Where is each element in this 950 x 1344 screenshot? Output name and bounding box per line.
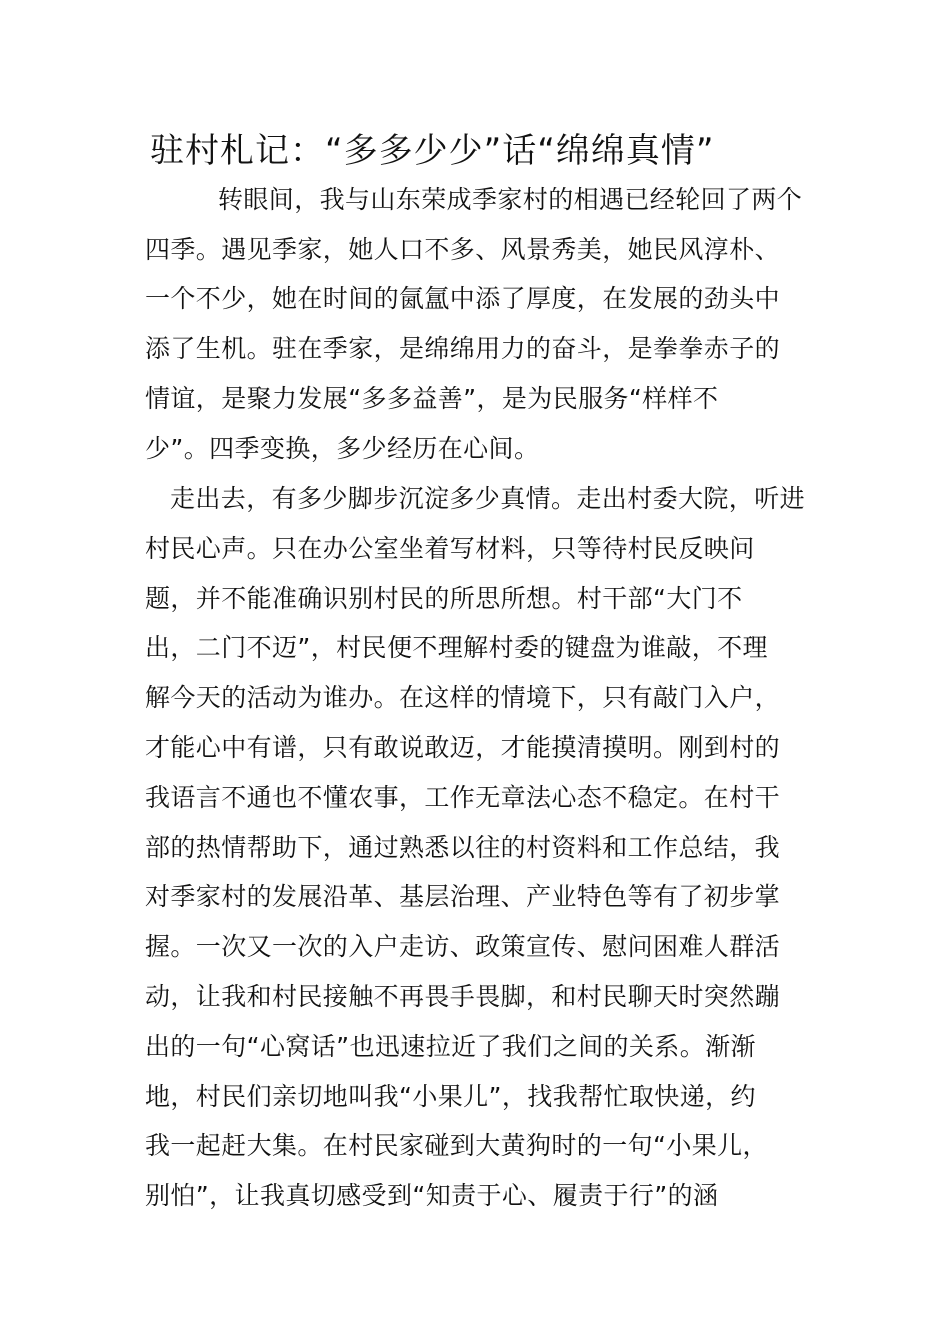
body-line: 转眼间，我与山东荣成季家村的相遇已经轮回了两个 <box>218 185 803 214</box>
body-line: 一个不少，她在时间的氤氲中添了厚度，在发展的劲头中 <box>145 284 781 313</box>
body-line: 走出去，有多少脚步沉淀多少真情。走出村委大院，听进 <box>170 484 806 513</box>
body-line: 对季家村的发展沿革、基层治理、产业特色等有了初步掌 <box>145 882 781 911</box>
body-line: 出的一句“心窝话”也迅速拉近了我们之间的关系。渐渐 <box>145 1032 756 1061</box>
body-line: 题，并不能准确识别村民的所思所想。村干部“大门不 <box>145 584 743 613</box>
page-title: 驻村札记：“多多少少”话“绵绵真情” <box>150 131 715 171</box>
body-line: 别怕”，让我真切感受到“知责于心、履责于行”的涵 <box>145 1181 719 1210</box>
body-line: 村民心声。只在办公室坐着写材料，只等待村民反映问 <box>145 534 755 563</box>
body-line: 部的热情帮助下，通过熟悉以往的村资料和工作总结，我 <box>145 833 781 862</box>
body-line: 少”。四季变换，多少经历在心间。 <box>145 434 540 463</box>
body-line: 地，村民们亲切地叫我“小果儿”，找我帮忙取快递，约 <box>145 1082 756 1111</box>
body-line: 我一起赶大集。在村民家碰到大黄狗时的一句“小果儿， <box>145 1131 768 1160</box>
body-line: 握。一次又一次的入户走访、政策宣传、慰问困难人群活 <box>145 932 781 961</box>
body-line: 解今天的活动为谁办。在这样的情境下，只有敲门入户， <box>145 683 781 712</box>
body-line: 我语言不通也不懂农事，工作无章法心态不稳定。在村干 <box>145 783 781 812</box>
body-line: 出，二门不迈”，村民便不理解村委的键盘为谁敲，不理 <box>145 633 768 662</box>
body-line: 才能心中有谱，只有敢说敢迈，才能摸清摸明。刚到村的 <box>145 733 781 762</box>
body-line: 添了生机。驻在季家，是绵绵用力的奋斗，是拳拳赤子的 <box>145 334 781 363</box>
body-line: 动，让我和村民接触不再畏手畏脚，和村民聊天时突然蹦 <box>145 982 781 1011</box>
body-line: 情谊，是聚力发展“多多益善”，是为民服务“样样不 <box>145 384 719 413</box>
body-line: 四季。遇见季家，她人口不多、风景秀美，她民风淳朴、 <box>145 235 781 264</box>
